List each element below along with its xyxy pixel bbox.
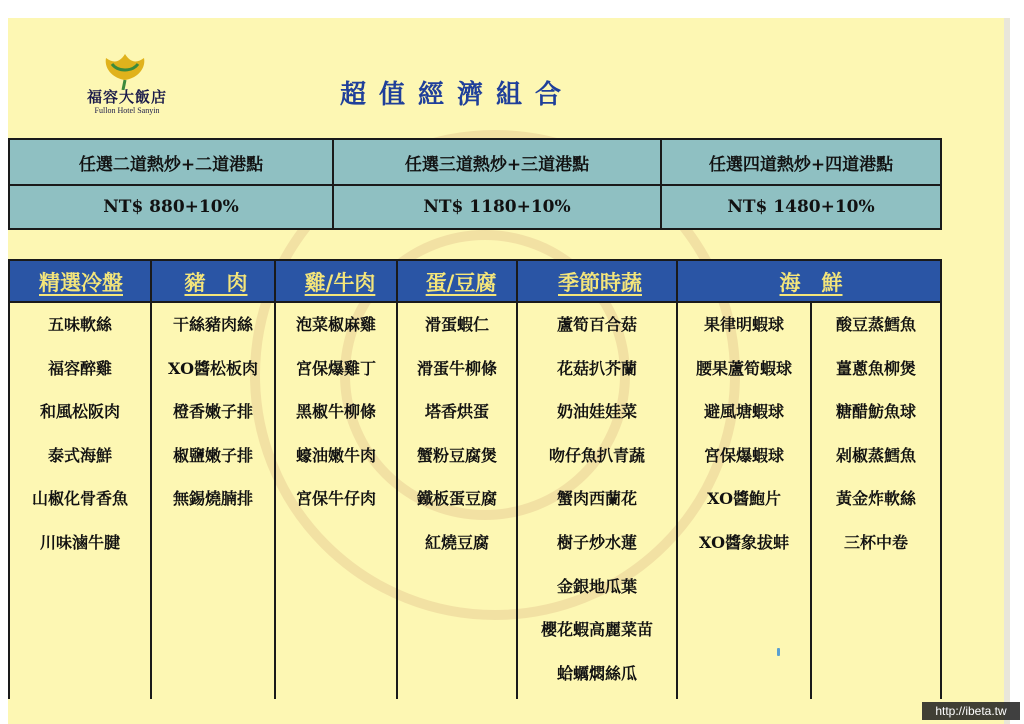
dish-column-seafood-1: [678, 303, 810, 565]
combo-price-row: [9, 185, 941, 229]
dish-item: 福容醉雞: [47, 358, 112, 378]
dish-item: 宮保爆雞丁: [295, 358, 376, 378]
dish-item: 避風塘蝦球: [703, 402, 784, 422]
combo-name: 任選二道熱炒+二道港點: [9, 139, 333, 185]
dish-column-seafood-2: [812, 303, 940, 565]
hotel-name-cn: 福容大飯店: [86, 88, 167, 106]
category-seafood: 海 鮮: [779, 270, 843, 295]
category-pork: 豬 肉: [184, 270, 248, 295]
category-vegetables: 季節時蔬: [558, 270, 642, 295]
dish-column-chicken-beef: [276, 303, 396, 521]
dish-item: 吻仔魚扒青蔬: [548, 445, 645, 465]
dish-item: 宮保牛仔肉: [295, 489, 376, 509]
dish-item: 果律明蝦球: [703, 315, 784, 334]
dish-column-egg-tofu: [398, 303, 516, 565]
dish-item: XO醬象拔蚌: [698, 532, 790, 552]
combo-name: 任選三道熱炒+三道港點: [333, 139, 661, 185]
dish-column-cold: [10, 303, 150, 565]
dish-item: 五味軟絲: [47, 315, 112, 334]
ink-mark: [777, 648, 780, 656]
ginkgo-leaf-icon: [102, 50, 148, 90]
dish-item: 樹子炒水蓮: [556, 532, 637, 552]
dish-item: 滑蛋牛柳條: [416, 358, 497, 378]
dish-item: 糖醋魴魚球: [835, 402, 916, 422]
combo-table: [8, 138, 942, 230]
category-chicken-beef: 雞/牛肉: [304, 270, 376, 295]
dish-item: 蘆筍百合菇: [556, 315, 637, 334]
dish-item: 薑蔥魚柳煲: [835, 358, 916, 378]
dish-item: 干絲豬肉絲: [172, 315, 253, 334]
combo-price: NT$ 1480+10%: [661, 185, 941, 229]
dish-item: 金銀地瓜葉: [556, 576, 637, 596]
dish-item: 無錫燒腩排: [172, 489, 253, 509]
dish-item: 剁椒蒸鱈魚: [835, 445, 916, 465]
dish-item: 黑椒牛柳條: [295, 402, 376, 422]
hotel-name-en: Fullon Hotel Sanyin: [94, 106, 160, 115]
dish-column-pork: [152, 303, 274, 521]
sheet-edge: [1004, 18, 1010, 724]
dish-item: XO醬松板肉: [167, 358, 259, 378]
dish-item: 山椒化骨香魚: [31, 489, 128, 509]
combo-name: 任選四道熱炒+四道港點: [661, 139, 941, 185]
combo-price: NT$ 880+10%: [9, 185, 333, 229]
dish-item: 蟹粉豆腐煲: [416, 445, 497, 465]
dish-item: 椒鹽嫩子排: [172, 445, 253, 465]
dish-item: 三杯中卷: [843, 532, 908, 552]
dish-item: 奶油娃娃菜: [556, 402, 637, 422]
category-cold-dishes: 精選冷盤: [39, 270, 123, 295]
page-title: 超值經濟組合: [340, 80, 575, 110]
dish-item: 花菇扒芥蘭: [556, 358, 637, 378]
dish-column-vegetables: [518, 303, 676, 695]
dish-item: 泰式海鮮: [47, 445, 112, 465]
dish-item: XO醬鮑片: [706, 489, 782, 509]
dish-item: 宮保爆蝦球: [703, 445, 784, 465]
dish-item: 泡菜椒麻雞: [295, 315, 376, 334]
category-header-row: [8, 259, 942, 303]
dish-item: 蛤蠣燜絲瓜: [556, 663, 637, 683]
dish-item: 腰果蘆筍蝦球: [695, 358, 792, 378]
dish-item: 橙香嫩子排: [172, 402, 253, 422]
category-egg-tofu: 蛋/豆腐: [425, 270, 497, 295]
dish-item: 櫻花蝦高麗菜苗: [540, 620, 653, 640]
source-credit: http://ibeta.tw: [922, 702, 1020, 720]
dish-item: 和風松阪肉: [39, 402, 120, 422]
dish-item: 紅燒豆腐: [424, 532, 489, 552]
dish-item: 滑蛋蝦仁: [424, 315, 489, 334]
combo-price: NT$ 1180+10%: [333, 185, 661, 229]
hotel-logo: [72, 50, 182, 120]
dish-item: 酸豆蒸鱈魚: [835, 315, 916, 334]
dish-item: 塔香烘蛋: [424, 402, 489, 422]
dish-item: 鐵板蛋豆腐: [416, 489, 497, 509]
dish-item: 川味滷牛腱: [39, 532, 120, 552]
combo-name-row: [9, 139, 941, 185]
dish-item: 黃金炸軟絲: [835, 489, 916, 509]
dish-item: 蟹肉西蘭花: [556, 489, 637, 509]
dish-item: 蠔油嫩牛肉: [295, 445, 376, 465]
